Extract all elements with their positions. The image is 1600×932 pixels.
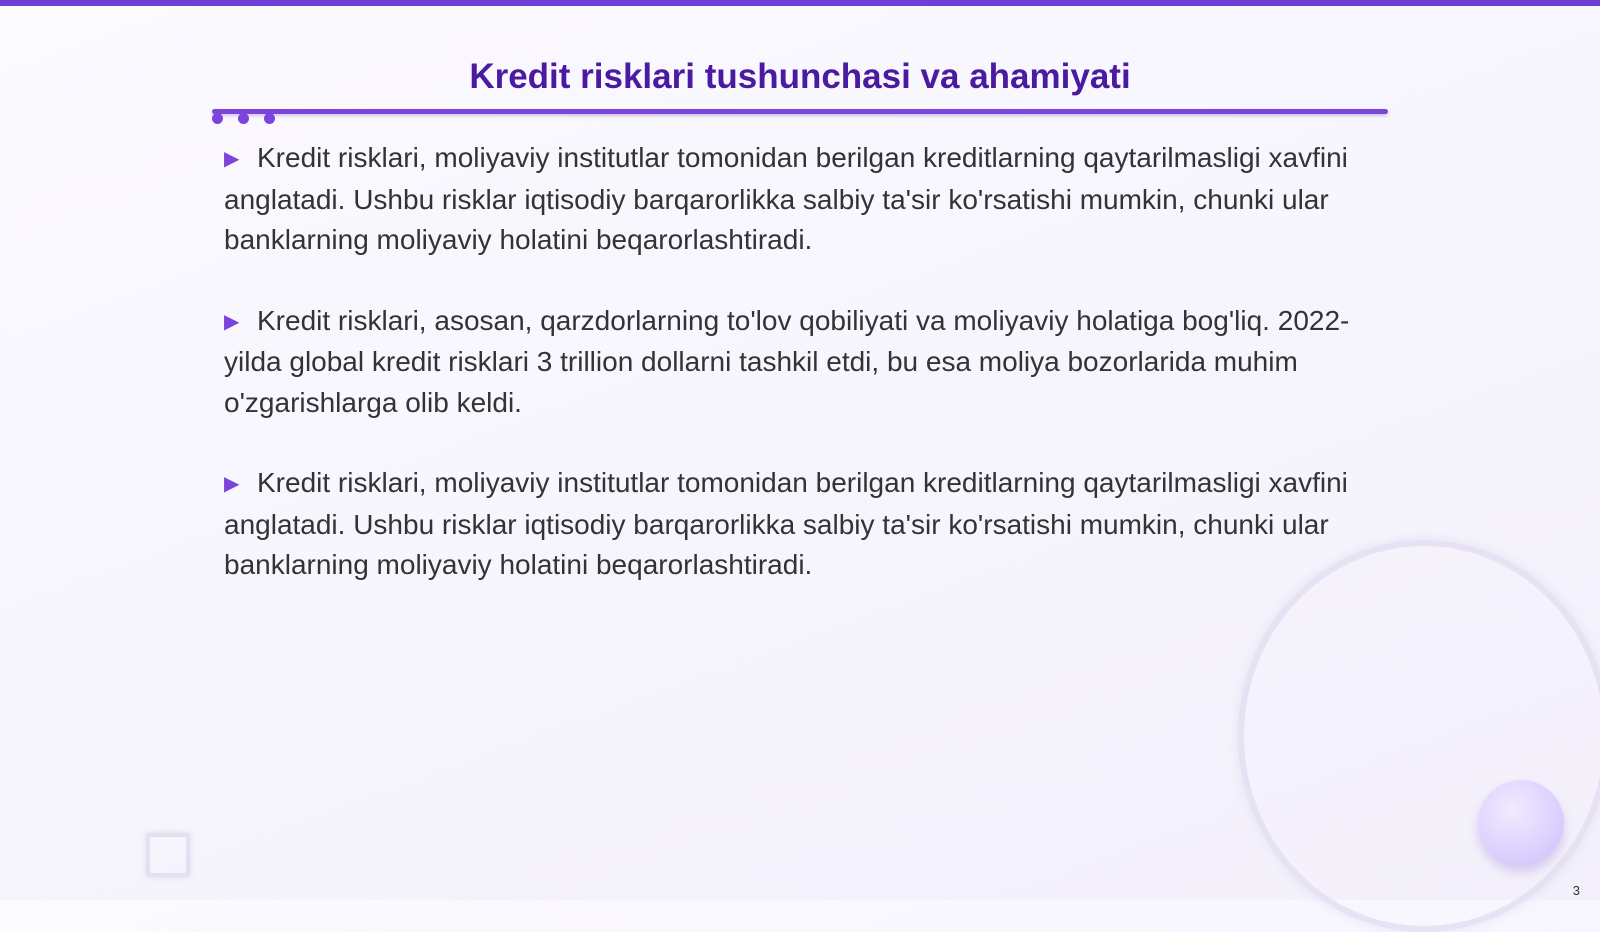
bullet-arrow-icon: ▶	[224, 473, 240, 495]
decorative-dot	[212, 113, 223, 124]
bullet-text: Kredit risklari, asosan, qarzdorlarning to'lov qobiliyati va moliyaviy holatiga bog'liq. 2022-yilda global kredit risklari 3 trillion dollarni tashkil etdi, bu esa moliya bozorlarida muhim o'zgarishlarga olib keldi.	[224, 304, 1350, 418]
decorative-ring	[1238, 540, 1600, 932]
bullet-item	[224, 138, 1384, 261]
decorative-dot	[238, 113, 249, 124]
bullet-arrow-icon: ▶	[224, 148, 240, 170]
slide-number: 3	[1572, 883, 1580, 898]
bullet-list	[224, 138, 1384, 626]
slide-title: Kredit risklari tushunchasi va ahamiyati	[469, 57, 1131, 96]
title-underline	[212, 109, 1388, 114]
top-accent-bar	[0, 0, 1600, 6]
decorative-dot	[264, 113, 275, 124]
bullet-arrow-icon: ▶	[224, 310, 240, 333]
bullet-text: Kredit risklari, moliyaviy institutlar tomonidan berilgan kreditlarning qaytarilmasligi xavfini anglatadi. Ushbu risklar iqtisodiy barqarorlikka salbiy ta'sir ko'rsatishi mumkin, chunki ular banklarning moliyaviy holatini beqarorlashtiradi.	[224, 467, 1348, 580]
bullet-item	[224, 463, 1384, 586]
bullet-text: Kredit risklari, moliyaviy institutlar tomonidan berilgan kreditlarning qaytarilmasligi xavfini anglatadi. Ushbu risklar iqtisodiy barqarorlikka salbiy ta'sir ko'rsatishi mumkin, chunki ular banklarning moliyaviy holatini beqarorlashtiradi.	[224, 142, 1348, 255]
decorative-sphere	[1478, 780, 1564, 866]
bullet-item	[224, 301, 1384, 424]
decorative-square	[146, 833, 190, 877]
